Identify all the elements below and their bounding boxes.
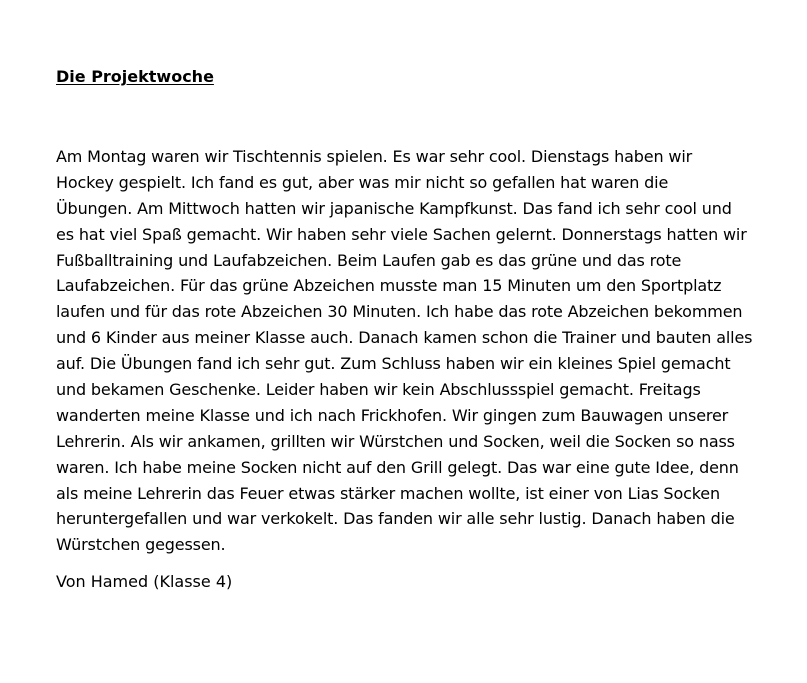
author-signature: Von Hamed (Klasse 4) [56, 572, 233, 591]
body-line: waren. Ich habe meine Socken nicht auf den Grill gelegt. Das war eine gute Idee, denn [56, 457, 739, 477]
body-line: wanderten meine Klasse und ich nach Frickhofen. Wir gingen zum Bauwagen unserer [56, 405, 729, 425]
body-line: Hockey gespielt. Ich fand es gut, aber was mir nicht so gefallen hat waren die [56, 172, 669, 192]
body-line: als meine Lehrerin das Feuer etwas stärker machen wollte, ist einer von Lias Socken [56, 483, 720, 503]
body-line: Am Montag waren wir Tischtennis spielen. Es war sehr cool. Dienstags haben wir [56, 147, 693, 166]
body-line: Laufabzeichen. Für das grüne Abzeichen musste man 15 Minuten um den Sportplatz [56, 276, 722, 296]
body-line: Lehrerin. Als wir ankamen, grillten wir Würstchen und Socken, weil die Socken so nass [56, 431, 735, 451]
body-line: es hat viel Spaß gemacht. Wir haben sehr viele Sachen gelernt. Donnerstags hatten wir [56, 224, 747, 244]
body-line: laufen und für das rote Abzeichen 30 Minuten. Ich habe das rote Abzeichen bekommen [56, 302, 743, 322]
body-line: heruntergefallen und war verkokelt. Das fanden wir alle sehr lustig. Danach haben die [56, 509, 735, 529]
body-line: Fußballtraining und Laufabzeichen. Beim Laufen gab es das grüne und das rote [56, 250, 682, 270]
body-line: Übungen. Am Mittwoch hatten wir japanische Kampfkunst. Das fand ich sehr cool und [56, 198, 732, 218]
document-title: Die Projektwoche [56, 67, 214, 86]
body-line: und bekamen Geschenke. Leider haben wir kein Abschlussspiel gemacht. Freitags [56, 380, 701, 400]
body-line: Würstchen gegessen. [56, 535, 226, 555]
body-text [56, 144, 752, 558]
body-line: und 6 Kinder aus meiner Klasse auch. Danach kamen schon die Trainer und bauten alles [56, 328, 753, 348]
body-line: auf. Die Übungen fand ich sehr gut. Zum Schluss haben wir ein kleines Spiel gemacht [56, 354, 731, 374]
